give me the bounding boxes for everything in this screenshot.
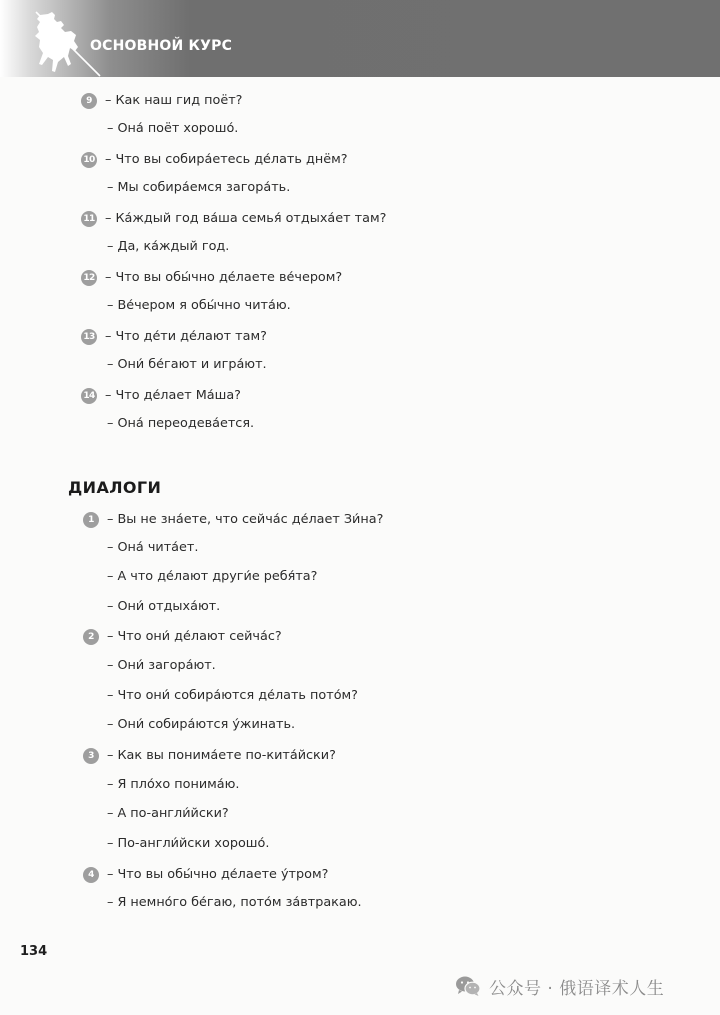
number-badge: 4 [83,867,99,883]
watermark-text: 公众号 · 俄语译术人生 [489,978,665,999]
number-badge: 14 [81,388,97,404]
course-title: ОСНОВНОЙ КУРС [90,38,233,54]
number-badge: 13 [81,329,97,345]
number-badge: 2 [83,629,99,645]
wechat-icon [455,975,481,997]
watermark [455,973,664,999]
number-badge: 9 [81,93,97,109]
number-badge: 11 [81,211,97,227]
number-badge: 3 [83,748,99,764]
number-badge: 12 [81,270,97,286]
header-band [0,0,720,77]
number-badge: 1 [83,512,99,528]
dialogs-heading: ДИАЛОГИ [68,478,162,497]
page-number: 134 [20,944,48,959]
number-badge: 10 [81,152,97,168]
